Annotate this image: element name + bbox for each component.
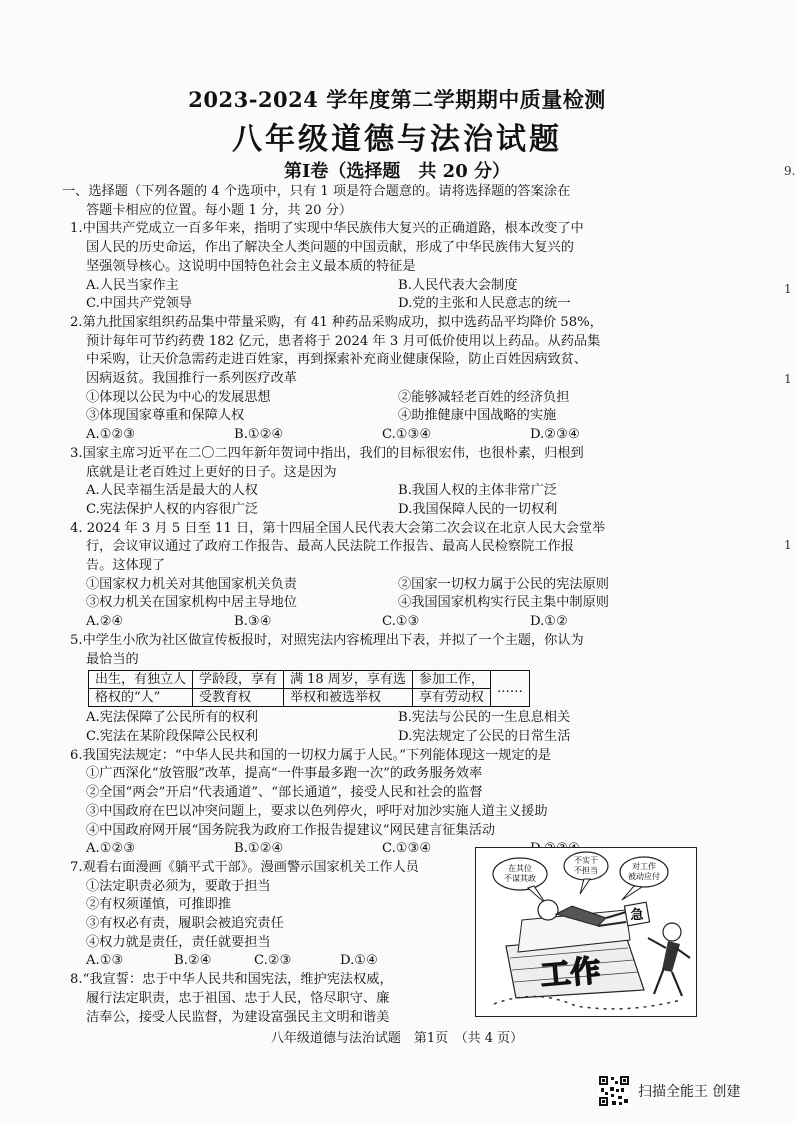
scanner-watermark bbox=[598, 1075, 740, 1107]
stem-line: 5.中学生小欣为社区做宣传板报时，对照宪法内容梳理出下表，并拟了一个主题，你认为 bbox=[70, 632, 584, 648]
option-b[interactable]: B.我国人权的主体非常广泛 bbox=[398, 483, 557, 499]
bubble-text: 在其位不谋其政 bbox=[504, 864, 536, 883]
statement-3: ③权力机关在国家机构中居主导地位 bbox=[86, 595, 297, 611]
qr-code-icon bbox=[598, 1075, 630, 1107]
bubble-text: 不实干不担当 bbox=[574, 856, 598, 875]
option-d[interactable]: D.①④ bbox=[340, 953, 378, 969]
scanner-label: 扫描全能王 创建 bbox=[638, 1084, 741, 1100]
statement-3: ③体现国家尊重和保障人权 bbox=[86, 408, 245, 424]
option-a[interactable]: A.①②③ bbox=[86, 427, 136, 443]
stem-line: 7.观看右面漫画《躺平式干部》。漫画警示国家机关工作人员 bbox=[70, 859, 419, 875]
section-title: 第Ⅰ卷（选择题 共 20 分） bbox=[283, 161, 510, 182]
edge-mark: 9. bbox=[784, 164, 795, 178]
option-b[interactable]: B.①②④ bbox=[234, 841, 284, 857]
option-c[interactable]: C.①③ bbox=[382, 614, 420, 630]
instruction-line: 一、选择题（下列各题的 4 个选项中，只有 1 项是符合题意的。请将选择题的答案涂在 bbox=[62, 184, 571, 199]
table-cell: 满 18 周岁，享有选 bbox=[284, 671, 413, 689]
table-cell: 出生，有独立人 bbox=[89, 671, 193, 689]
edge-mark: 1 bbox=[784, 282, 792, 296]
option-b[interactable]: B.②④ bbox=[174, 953, 212, 969]
option-a[interactable]: A.人民幸福生活是最大的人权 bbox=[86, 483, 258, 499]
table-cell: 学龄段，享有 bbox=[193, 671, 284, 689]
stem-line: 坚强领导核心。这说明中国特色社会主义最本质的特征是 bbox=[86, 258, 416, 274]
stem-line: 底就是让老百姓过上更好的日子。这是因为 bbox=[86, 464, 337, 480]
cartoon-image bbox=[475, 847, 697, 1017]
table-cell: 格权的“人” bbox=[89, 689, 193, 707]
bubble-text: 对工作被动应付 bbox=[628, 862, 660, 881]
question-4 bbox=[70, 520, 695, 632]
question-6 bbox=[70, 747, 695, 859]
instructions bbox=[62, 183, 695, 220]
exam-title: 2023-2024 学年度第二学期期中质量检测 bbox=[188, 87, 606, 112]
statement-3: ③有权必有责，履职会被追究责任 bbox=[86, 916, 284, 932]
statement-2: ②有权须谨慎，可推即推 bbox=[86, 897, 232, 913]
instruction-line: 答题卡相应的位置。每小题 1 分，共 20 分） bbox=[86, 202, 353, 218]
option-a[interactable]: A.宪法保障了公民所有的权利 bbox=[86, 710, 258, 726]
option-b[interactable]: B.③④ bbox=[234, 614, 272, 630]
option-c[interactable]: C.②③ bbox=[254, 953, 292, 969]
option-a[interactable]: A.②④ bbox=[86, 614, 124, 630]
rights-table bbox=[88, 670, 530, 707]
option-b[interactable]: B.宪法与公民的一生息息相关 bbox=[398, 710, 571, 726]
stem-line: 国人民的历史命运，作出了解决全人类问题的中国贡献，形成了中华民族伟大复兴的 bbox=[86, 240, 574, 256]
stem-line: 预计每年可节约药费 182 亿元，患者将于 2024 年 3 月可低价使用以上药品。从药品集 bbox=[86, 333, 601, 349]
question-5 bbox=[70, 632, 695, 747]
page-footer: 八年级道德与法治试题 第1页 （共 4 页） bbox=[270, 1031, 524, 1046]
stem-line: 洁奉公，接受人民监督，为建设富强民主文明和谐美 bbox=[86, 1009, 390, 1025]
option-c[interactable]: C.宪法保护人权的内容很广泛 bbox=[86, 501, 259, 517]
table-cell: 举权和被选举权 bbox=[284, 689, 413, 707]
edge-mark: 1 bbox=[784, 538, 792, 552]
statement-4: ④中国政府网开展“国务院我为政府工作报告提建议”网民建言征集活动 bbox=[86, 822, 496, 838]
option-d[interactable]: D.①② bbox=[530, 614, 568, 630]
statement-1: ①国家权力机关对其他国家机关负责 bbox=[86, 576, 297, 592]
stem-line: 2.第九批国家组织药品集中带量采购，有 41 种药品采购成功，拟中选药品平均降价 58%， bbox=[70, 314, 603, 330]
subject-title: 八年级道德与法治试题 bbox=[232, 122, 562, 157]
question-2 bbox=[70, 314, 695, 445]
table-cell: 受教育权 bbox=[193, 689, 284, 707]
pile-label: 工作 bbox=[539, 953, 603, 994]
stem-line: 履行法定职责，忠于祖国、忠于人民，恪尽职守、廉 bbox=[86, 990, 390, 1006]
table-cell: …… bbox=[490, 671, 529, 707]
statement-4: ④助推健康中国战略的实施 bbox=[398, 408, 557, 424]
stem-line: 4. 2024 年 3 月 5 日至 11 日，第十四届全国人民代表大会第二次会议在北京人民大会堂举 bbox=[70, 520, 606, 536]
statement-2: ②全国“两会”开启“代表通道”、“部长通道”，接受人民和社会的监督 bbox=[86, 785, 483, 801]
option-c[interactable]: C.中国共产党领导 bbox=[86, 296, 193, 312]
table-row bbox=[89, 689, 530, 707]
option-b[interactable]: B.①②④ bbox=[234, 427, 284, 443]
option-d[interactable]: D.②③④ bbox=[530, 427, 580, 443]
option-a[interactable]: A.人民当家作主 bbox=[86, 277, 179, 293]
statement-2: ②能够减轻老百姓的经济负担 bbox=[398, 389, 570, 405]
option-b[interactable]: B.人民代表大会制度 bbox=[398, 277, 518, 293]
stem-line: 最恰当的 bbox=[86, 651, 139, 667]
statement-4: ④权力就是责任，责任就要担当 bbox=[86, 934, 271, 950]
stem-line: 6.我国宪法规定：“中华人民共和国的一切权力属于人民。”下列能体现这一规定的是 bbox=[70, 747, 552, 763]
stem-line: 中采购，让天价急需药走进百姓家，再到探索补充商业健康保险，防止百姓因病致贫、 bbox=[86, 352, 588, 368]
statement-1: ①法定职责必须为，要敢于担当 bbox=[86, 878, 271, 894]
option-d[interactable]: D.宪法规定了公民的日常生活 bbox=[398, 728, 571, 744]
stem-line: 8.“我宣誓：忠于中华人民共和国宪法，维护宪法权威， bbox=[70, 972, 393, 988]
statement-1: ①广西深化“放管服”改革，提高“一件事最多跑一次”的政务服务效率 bbox=[86, 766, 483, 782]
table-cell: 参加工作， bbox=[412, 671, 490, 689]
option-c[interactable]: C.宪法在某阶段保障公民权利 bbox=[86, 728, 259, 744]
stem-line: 告。这体现了 bbox=[86, 558, 166, 574]
stem-line: 3.国家主席习近平在二〇二四年新年贺词中指出，我们的目标很宏伟，也很朴素，归根到 bbox=[70, 445, 584, 461]
stem-line: 因病返贫。我国推行一系列医疗改革 bbox=[86, 371, 297, 387]
question-3 bbox=[70, 445, 695, 520]
option-a[interactable]: A.①②③ bbox=[86, 841, 136, 857]
option-a[interactable]: A.①③ bbox=[86, 953, 124, 969]
statement-3: ③中国政府在巴以冲突问题上，要求以色列停火，呼吁对加沙实施人道主义援助 bbox=[86, 803, 548, 819]
statement-1: ①体现以公民为中心的发展思想 bbox=[86, 389, 271, 405]
table-cell: 享有劳动权 bbox=[412, 689, 490, 707]
option-d[interactable]: D.我国保障人民的一切权利 bbox=[398, 501, 558, 517]
table-row bbox=[89, 671, 530, 689]
stem-line: 1.中国共产党成立一百多年来，指明了实现中华民族伟大复兴的正确道路，根本改变了中 bbox=[70, 221, 584, 237]
statement-2: ②国家一切权力属于公民的宪法原则 bbox=[398, 576, 609, 592]
option-d[interactable]: D.党的主张和人民意志的统一 bbox=[398, 296, 571, 312]
statement-4: ④我国国家机构实行民主集中制原则 bbox=[398, 595, 609, 611]
question-1 bbox=[70, 220, 695, 314]
stem-line: 行，会议审议通过了政府工作报告、最高人民法院工作报告、最高人民检察院工作报 bbox=[86, 539, 574, 555]
cartoon-drawing bbox=[476, 848, 696, 1016]
tag-text: 急 bbox=[630, 908, 644, 923]
option-c[interactable]: C.①③④ bbox=[382, 841, 432, 857]
option-c[interactable]: C.①③④ bbox=[382, 427, 432, 443]
edge-mark: 1 bbox=[784, 372, 792, 386]
